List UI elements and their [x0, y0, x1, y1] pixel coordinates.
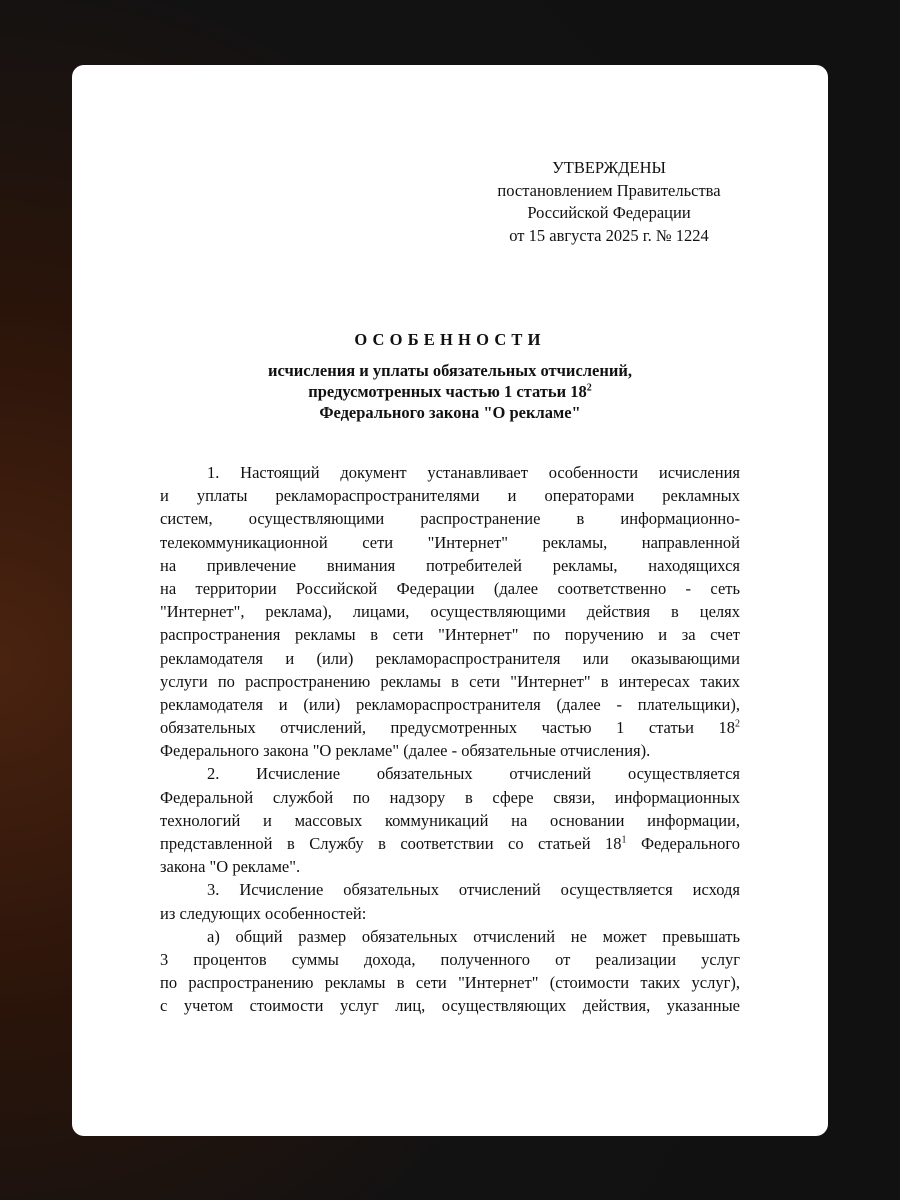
subtitle-line-2: [160, 381, 740, 402]
p3-line-1: 3. Исчисление обязательных отчислений осуществляется исходя: [207, 880, 740, 900]
p1-line-7: "Интернет", реклама), лицами, осуществляющими действия в целях: [160, 602, 740, 622]
pa-line-1: а) общий размер обязательных отчислений не может превышать: [207, 926, 740, 946]
p1-line-9: рекламодателя и (или) рекламораспространителя или оказывающими: [160, 648, 740, 668]
pa-line-2: 3 процентов суммы дохода, полученного от реализации услуг: [160, 949, 740, 969]
subtitle-line-2-text: предусмотренных частью 1 статьи 18: [308, 382, 587, 401]
p2-line-4: [160, 832, 740, 855]
p1-line-8: распространения рекламы в сети "Интернет" по поручению и за счет: [160, 625, 740, 645]
approval-line-1: УТВЕРЖДЕНЫ: [552, 158, 666, 177]
pa-line-4: с учетом стоимости услуг лиц, осуществляющих действия, указанные: [160, 996, 740, 1016]
p1-line-3: систем, осуществляющими распространение в информационно-: [160, 509, 740, 529]
p1-line-2: и уплаты рекламораспространителями и операторами рекламных: [160, 486, 740, 506]
p1-line-12-text: обязательных отчислений, предусмотренных частью 1 статьи 18: [160, 718, 735, 738]
approval-line-4: от 15 августа 2025 г. № 1224: [509, 225, 709, 245]
p2-line-4-superscript: 1: [621, 834, 627, 846]
p1-line-5: на привлечение внимания потребителей рекламы, находящихся: [160, 555, 740, 575]
p2-line-5: закона "О рекламе".: [160, 857, 301, 877]
document-title: [160, 329, 740, 423]
title-heading: ОСОБЕННОСТИ: [354, 330, 546, 349]
document-body: [160, 461, 740, 1018]
p1-line-13: Федерального закона "О рекламе" (далее - обязательные отчисления).: [160, 741, 651, 761]
p2-line-4-text-a: представленной в Службу в соответствии со статьей 18: [160, 834, 622, 853]
approval-line-3: Российской Федерации: [527, 203, 691, 222]
p1-line-10: услуги по распространению рекламы в сети "Интернет" в интересах таких: [160, 671, 740, 691]
subtitle-line-3: Федерального закона "О рекламе": [319, 403, 581, 422]
approval-block: [462, 157, 756, 247]
p3-line-2: из следующих особенностей:: [160, 903, 367, 923]
p2-line-4-text-b: Федерального: [626, 834, 741, 853]
p1-line-1: 1. Настоящий документ устанавливает особенности исчисления: [207, 463, 740, 482]
p1-line-6: на территории Российской Федерации (далее соответственно - сеть: [160, 578, 740, 598]
pa-line-3: по распространению рекламы в сети "Интернет" (стоимости таких услуг),: [160, 973, 740, 993]
p1-line-11: рекламодателя и (или) рекламораспространителя (далее - плательщики),: [160, 694, 740, 714]
p1-line-4: телекоммуникационной сети "Интернет" рекламы, направленной: [160, 532, 740, 552]
p1-line-12-superscript: 2: [735, 718, 740, 730]
p2-line-1: 2. Исчисление обязательных отчислений осуществляется: [207, 764, 740, 784]
title-subtitle: [160, 360, 740, 423]
subtitle-line-2-superscript: 2: [586, 382, 592, 394]
subtitle-line-1: исчисления и уплаты обязательных отчислений,: [267, 361, 632, 380]
document-page: [72, 65, 828, 1136]
p2-line-3: технологий и массовых коммуникаций на основании информации,: [160, 810, 740, 830]
approval-line-2: постановлением Правительства: [497, 180, 721, 200]
p2-line-2: Федеральной службой по надзору в сфере связи, информационных: [160, 787, 740, 807]
p1-line-12: [160, 716, 740, 739]
